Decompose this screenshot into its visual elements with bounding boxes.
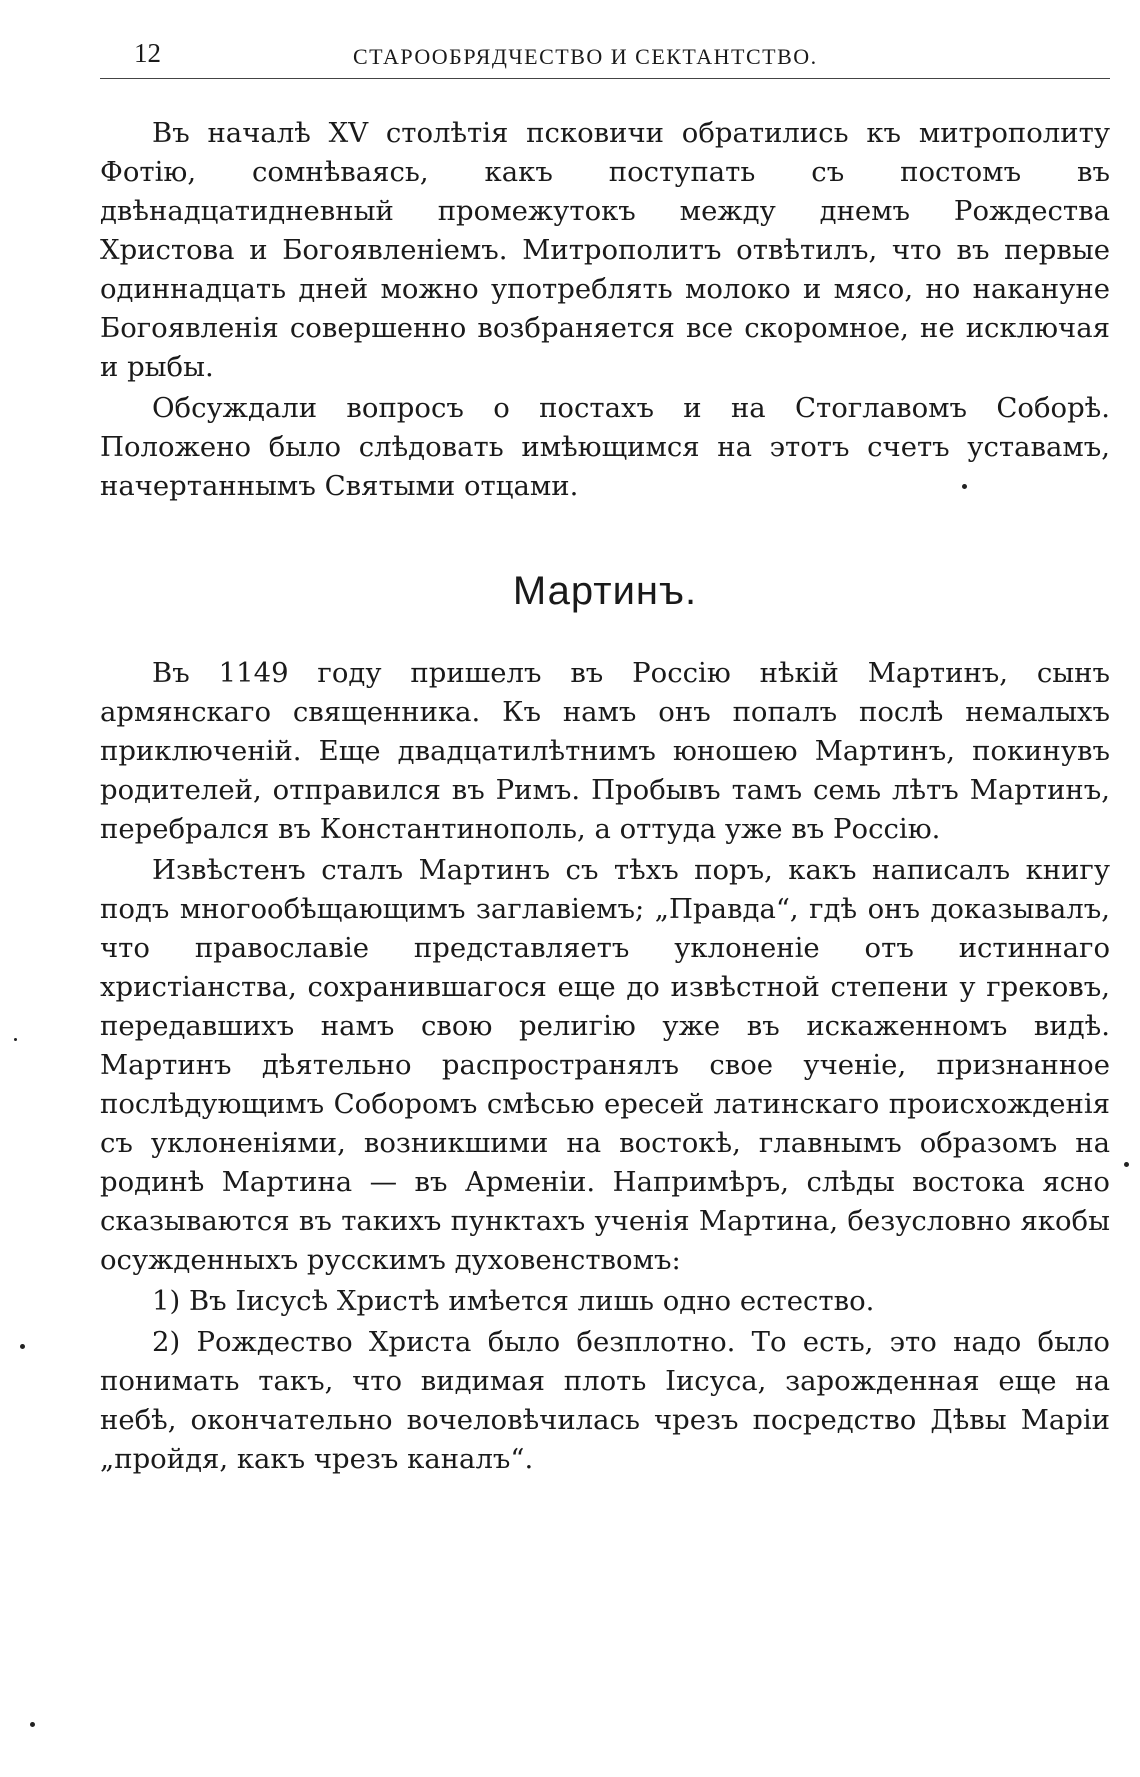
scan-speck [20, 1344, 25, 1349]
list-item: 1) Въ Іисусѣ Христѣ имѣется лишь одно естество. [152, 1285, 875, 1317]
body-text [100, 114, 1110, 1481]
scan-speck [1124, 1162, 1129, 1167]
scan-speck [14, 1038, 17, 1041]
paragraph: Извѣстенъ сталъ Мартинъ съ тѣхъ поръ, какъ написалъ книгу подъ многообѣщающимъ заглавіемъ; „Правда“, гдѣ онъ доказывалъ, что православіе представляетъ уклоненіе отъ истиннаго христіанства, сохранившагося еще до извѣстной степени у грековъ, передавшихъ намъ свою религію уже въ искаженномъ видѣ. Мартинъ дѣятельно распространялъ свое ученіе, признанное послѣдующимъ Соборомъ смѣсью ересей латинскаго происхожденія съ уклоненіями, возникшими на востокѣ, главнымъ образомъ на родинѣ Мартина — въ Арменіи. Напримѣръ, слѣды востока ясно сказываются въ такихъ пунктахъ ученія Мартина, безусловно якобы осужденныхъ русскимъ духовенствомъ: [100, 854, 1110, 1276]
paragraph: Обсуждали вопросъ о постахъ и на Стоглавомъ Соборѣ. Положено было слѣдовать имѣющимся на этотъ счетъ уставамъ, начертаннымъ Святыми отцами. [100, 392, 1110, 502]
page-number: 12 [134, 38, 161, 68]
scan-speck [962, 484, 967, 489]
paragraph: Въ началѣ XV столѣтія псковичи обратились къ митрополиту Фотію, сомнѣваясь, какъ поступать съ постомъ въ двѣнадцатидневный промежутокъ между днемъ Рождества Христова и Богоявленіемъ. Митрополитъ отвѣтилъ, что въ первые одиннадцать дней можно употреблять молоко и мясо, но накануне Богоявленія совершенно возбраняется все скоромное, не исключая и рыбы. [100, 117, 1110, 383]
list-item: 2) Рождество Христа было безплотно. То есть, это надо было понимать такъ, что видимая плоть Іисуса, зарожденная еще на небѣ, окончательно вочеловѣчилась чрезъ посредство Дѣвы Маріи „пройдя, какъ чрезъ каналъ“. [100, 1326, 1110, 1475]
paragraph: Въ 1149 году пришелъ въ Россію нѣкій Мартинъ, сынъ армянскаго священника. Къ намъ онъ попалъ послѣ немалыхъ приключеній. Еще двадцатилѣтнимъ юношею Мартинъ, покинувъ родителей, отправился въ Римъ. Пробывъ тамъ семь лѣтъ Мартинъ, перебрался въ Константинополь, а оттуда уже въ Россію. [100, 657, 1110, 845]
header-rule [100, 78, 1110, 79]
scan-speck [30, 1722, 35, 1727]
section-title: Мартинъ. [512, 569, 698, 613]
page-header [128, 36, 1108, 76]
running-title: СТАРООБРЯДЧЕСТВО И СЕКТАНТСТВО. [353, 44, 818, 69]
